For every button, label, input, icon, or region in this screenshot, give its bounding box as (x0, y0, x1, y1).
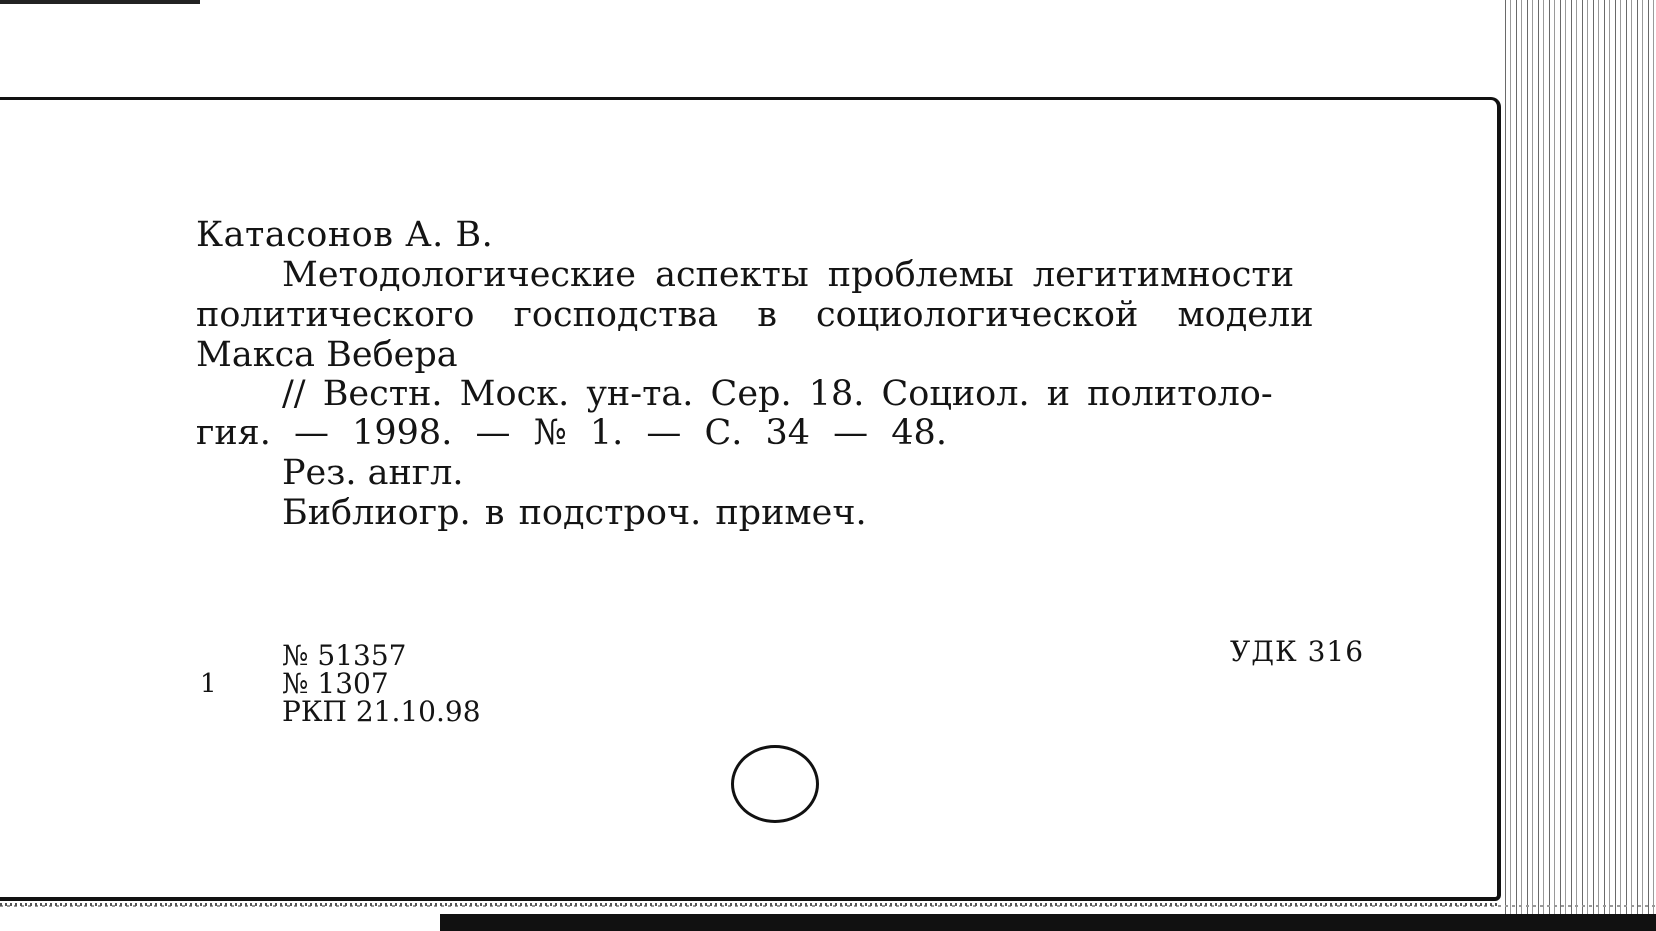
card-source-line-2: гия. — 1998. — № 1. — С. 34 — 48. (196, 413, 947, 453)
scan-bottom-band (440, 914, 1656, 931)
card-punch-hole (731, 745, 819, 823)
card-note-summary: Рез. англ. (282, 453, 464, 493)
card-title-line-1: Методологические аспекты проблемы легитимности (282, 255, 1295, 295)
card-number-2: № 1307 (282, 667, 389, 700)
card-stack-edges (1500, 0, 1656, 931)
card-side-mark: 1 (200, 669, 217, 699)
card-title-line-3: Макса Вебера (196, 335, 458, 375)
card-number-1: № 51357 (282, 639, 407, 672)
scan-edge-strip (0, 0, 200, 4)
card-author: Катасонов А. В. (196, 215, 494, 255)
card-source-line-1: // Вестн. Моск. ун-та. Сер. 18. Социол. и политоло- (282, 374, 1273, 414)
card-udk: УДК 316 (1230, 635, 1365, 668)
card-title-line-2: политического господства в социологической модели (196, 295, 1314, 335)
card-rkp-date: РКП 21.10.98 (282, 695, 481, 728)
card-note-bibliography: Библиогр. в подстроч. примеч. (282, 493, 867, 533)
